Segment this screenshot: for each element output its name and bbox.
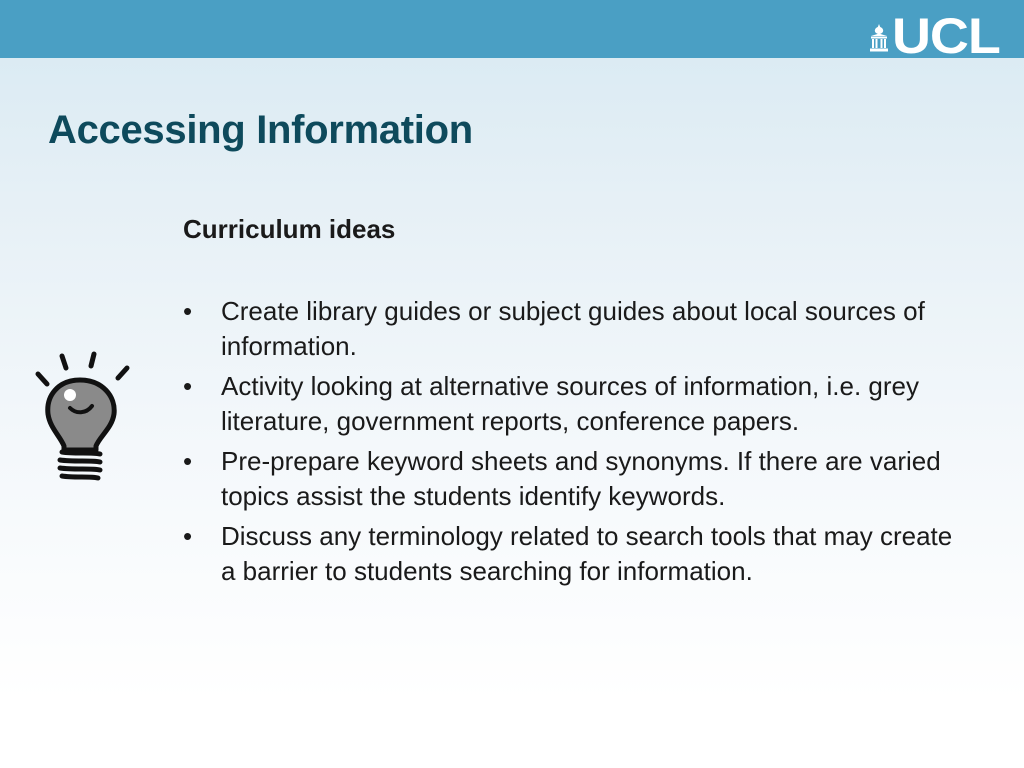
bullet-glyph: • [183, 371, 193, 401]
header-bar [0, 0, 1024, 64]
ucl-logo [870, 8, 1000, 64]
bullet-glyph: • [183, 296, 193, 326]
list-item [183, 369, 973, 438]
list-item [183, 444, 973, 513]
slide-title: Accessing Information [48, 108, 473, 152]
bullet-text: Activity looking at alternative sources of information, i.e. grey literature, government reports, conference papers. [221, 371, 919, 436]
list-item [183, 294, 973, 363]
section-subheading: Curriculum ideas [183, 214, 396, 244]
bullet-text: Discuss any terminology related to search tools that may create a barrier to students searching for information. [221, 521, 953, 586]
bullet-text: Create library guides or subject guides about local sources of information. [221, 296, 925, 361]
bullet-text: Pre-prepare keyword sheets and synonyms. If there are varied topics assist the students identify keywords. [221, 446, 941, 511]
bullet-list [183, 294, 973, 594]
bullet-glyph: • [183, 521, 193, 551]
list-item [183, 519, 973, 588]
lightbulb-icon [34, 350, 134, 484]
portico-icon [870, 24, 888, 52]
logo-wordmark: UCL [892, 8, 1000, 64]
bullet-glyph: • [183, 446, 193, 476]
